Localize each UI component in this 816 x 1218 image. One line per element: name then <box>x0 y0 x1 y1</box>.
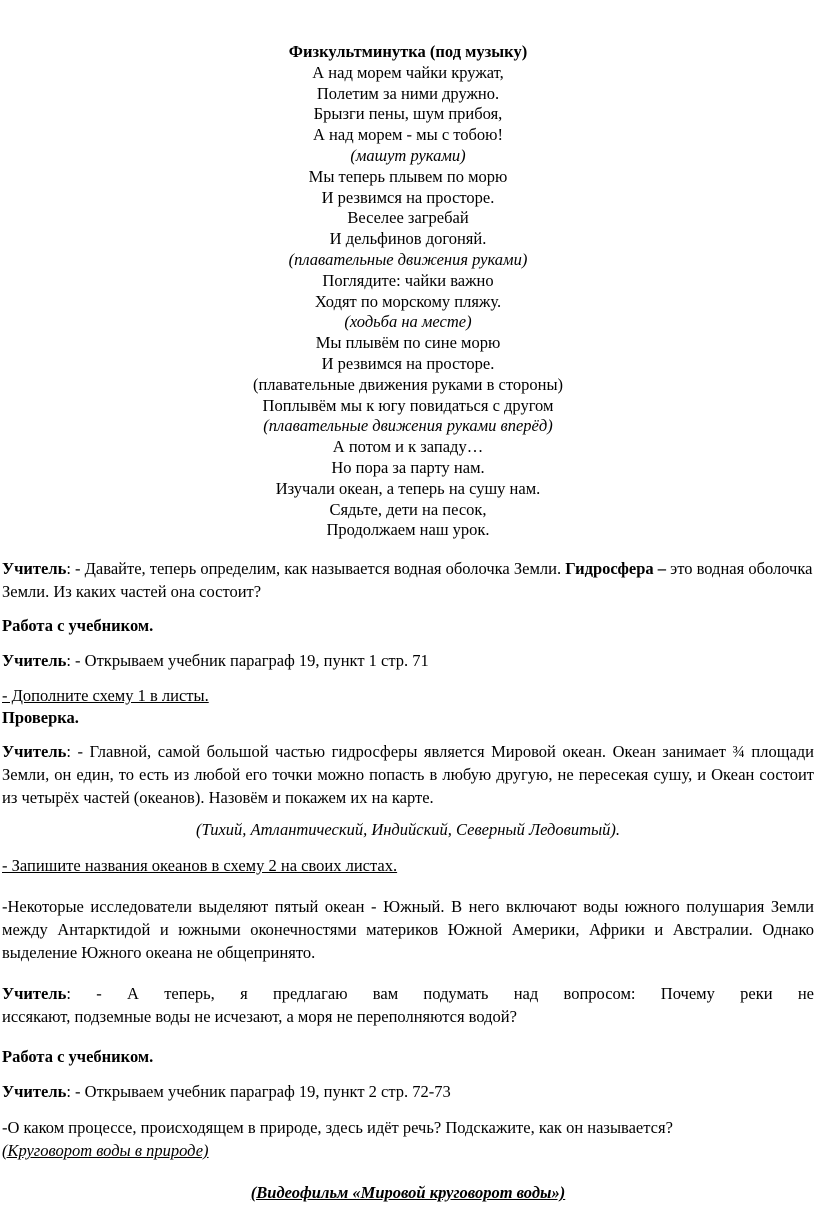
task-write-oceans: - Запишите названия океанов в схему 2 на своих листах. <box>2 856 398 875</box>
poem-line: А над морем чайки кружат, <box>312 62 504 82</box>
poem-line: Поглядите: чайки важно <box>322 270 494 290</box>
poem-line: Мы плывём по сине морю <box>315 333 501 353</box>
poem-line: И резвимся на просторе. <box>321 187 495 207</box>
poem-line: (ходьба на месте) <box>344 312 472 332</box>
poem-line: И дельфинов догоняй. <box>329 229 487 249</box>
task-complete-scheme-1: - Дополните схему 1 в листы. <box>2 686 209 705</box>
speaker-label: Учитель <box>2 1082 67 1101</box>
process-answer: (Круговорот воды в природе) <box>2 1141 209 1160</box>
poem-line: Изучали океан, а теперь на сушу нам. <box>275 478 541 498</box>
speaker-label: Учитель <box>2 651 67 670</box>
teacher-paragraph-world-ocean <box>2 740 814 809</box>
paragraph-text: : - А теперь, я предлагаю вам подумать над вопросом: Почему реки не <box>66 984 814 1003</box>
section-heading-textbook-work: Работа с учебником. <box>2 616 154 635</box>
section-heading-textbook-work-2: Работа с учебником. <box>2 1047 154 1066</box>
poem-line: (плавательные движения руками) <box>288 249 528 269</box>
paragraph-text: : - Главной, самой большой частью гидросферы является Мировой океан. Океан занимает ¾ площади Земли, он един, то есть из любой его точки можно попасть в любую другую, не пересекая сушу, и Океан состоит из четырёх частей (океанов). Назовём и покажем их на карте. <box>2 742 814 807</box>
poem-line: Веселее загребай <box>347 208 469 228</box>
process-question: -О каком процессе, происходящем в природе, здесь идёт речь? Подскажите, как он называется? <box>2 1118 673 1137</box>
speaker-label: Учитель <box>2 984 67 1003</box>
poem-title: Физкультминутка (под музыку) <box>288 42 528 61</box>
southern-ocean-paragraph: -Некоторые исследователи выделяют пятый океан - Южный. В него включают воды южного полушария Земли между Антарктидой и южными оконечностями материков Южной Америки, Африки и Австралии. Однако выделение Южного океана не общепринято. <box>2 897 814 962</box>
speaker-label: Учитель <box>2 742 67 761</box>
process-question-block <box>2 1116 814 1162</box>
poem-line: А потом и к западу… <box>332 437 484 457</box>
oceans-answer: (Тихий, Атлантический, Индийский, Северный Ледовитый). <box>195 820 621 839</box>
poem-line: (плавательные движения руками вперёд) <box>263 416 553 436</box>
section-heading-check: Проверка. <box>2 708 79 727</box>
paragraph-text: это водная оболочка Земли. Из каких частей она состоит? <box>2 559 813 601</box>
poem-line: Мы теперь плывем по морю <box>308 166 508 186</box>
poem-block <box>0 42 816 541</box>
poem-line: (машут руками) <box>350 145 466 165</box>
teacher-paragraph-open-textbook-1 <box>2 649 814 672</box>
term-hydrosphere: Гидросфера – <box>565 559 667 578</box>
poem-line: Продолжаем наш урок. <box>326 520 490 540</box>
poem-line: Ходят по морскому пляжу. <box>314 291 502 311</box>
poem-line: Поплывём мы к югу повидаться с другом <box>262 395 554 415</box>
question-line-1 <box>2 982 814 1005</box>
paragraph-text: : - Давайте, теперь определим, как называется водная оболочка Земли. <box>66 559 566 578</box>
poem-line: А над морем - мы с тобою! <box>313 125 503 145</box>
poem-line: Полетим за ними дружно. <box>316 83 500 103</box>
poem-line: И резвимся на просторе. <box>321 353 495 373</box>
teacher-paragraph-question <box>2 982 814 1028</box>
teacher-paragraph-open-textbook-2 <box>2 1080 814 1103</box>
teacher-paragraph-hydrosphere <box>2 557 814 603</box>
poem-line: Сядьте, дети на песок, <box>329 499 487 519</box>
paragraph-text: : - Открываем учебник параграф 19, пункт 2 стр. 72-73 <box>66 1082 451 1101</box>
poem-line: Но пора за парту нам. <box>331 457 485 477</box>
poem-line: Брызги пены, шум прибоя, <box>313 104 503 124</box>
video-film-note: (Видеофильм «Мировой круговорот воды») <box>250 1183 566 1202</box>
paragraph-text: : - Открываем учебник параграф 19, пункт 1 стр. 71 <box>66 651 429 670</box>
poem-line: (плавательные движения руками в стороны) <box>252 374 564 394</box>
question-line-2: иссякают, подземные воды не исчезают, а моря не переполняются водой? <box>2 1007 517 1026</box>
speaker-label: Учитель <box>2 559 67 578</box>
